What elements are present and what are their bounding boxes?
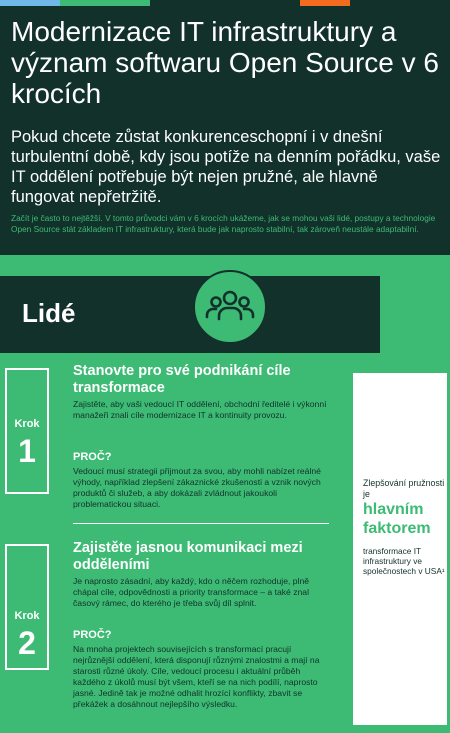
step-2-body: Je naprosto zásadní, aby každý, kdo o něčem rozhoduje, plně chápal cíle, odpovědnosti a priority transformace – a také znal časový rámec, do kterého je třeba svůj díl splnit.	[73, 576, 309, 608]
step-2-badge	[5, 544, 49, 670]
stat-card-detail: transformace IT infrastruktury ve společnostech v USA¹	[363, 546, 445, 576]
step-1-body: Zajistěte, aby vaši vedoucí IT oddělení, obchodní ředitelé i výkonní manažeři znali cíle modernizace IT a kontinuity provozu.	[73, 399, 327, 420]
stat-card-intro: Zlepšování pružnosti je	[363, 478, 445, 499]
step-1-heading: Stanovte pro své podnikání cíle transformace	[73, 363, 291, 396]
section-title: Lidé	[22, 298, 76, 328]
step-1-number: 1	[18, 433, 36, 469]
step-1-why-body: Vedoucí musí strategii přijmout za svou, aby mohli nabízet reálné výhody, například zlepšení zákaznické zkušenosti a vznik nových produktů či služeb, a aby dokázali zvládnout jakoukoli problematickou situaci.	[73, 466, 321, 509]
step-2-label: Krok	[14, 610, 40, 622]
step-2-why-label: PROČ?	[73, 629, 112, 641]
step-2-number: 2	[18, 625, 36, 661]
step-2-heading: Zajistěte jasnou komunikaci mezi odděleními	[73, 540, 303, 573]
step-2-why-body: Na mnoha projektech souvisejících s transformací pracují nejrůznější oddělení, která disponují různými znalostmi a mají na starosti různé úkoly. Cíle, vedoucí procesu i aktuální průběh každého z úkolů musí být všem, kteří se na nich podílí, naprosto jasné. Jedině tak je možné odhalit hrozící konflikty, zbavit se překážek a dosáhnout nejlepšího výsledku.	[73, 644, 320, 709]
step-1-badge	[5, 368, 49, 494]
step-1-label: Krok	[14, 418, 40, 430]
intro-text: Pokud chcete zůstat konkurenceschopní i v dnešní turbulentní době, kdy jsou potíže na denním pořádku, vaše IT oddělení potřebuje být nejen pružné, ale hlavně fungovat nepřetržitě.	[11, 128, 441, 206]
intro-note: Začít je často to nejtěžší. V tomto průvodci vám v 6 krocích ukážeme, jak se mohou vaši lidé, postupy a technologie Open Source stát základem IT infrastruktury, která bude jak naprosto stabilní, tak zároveň neustále adaptabilní.	[11, 213, 436, 234]
stat-card-highlight: hlavním faktorem	[363, 501, 431, 537]
page-title: Modernizace IT infrastruktury a význam softwaru Open Source v 6 krocích	[11, 16, 439, 109]
people-icon	[193, 270, 267, 344]
step-divider	[73, 523, 329, 524]
step-1-why-label: PROČ?	[73, 451, 112, 463]
